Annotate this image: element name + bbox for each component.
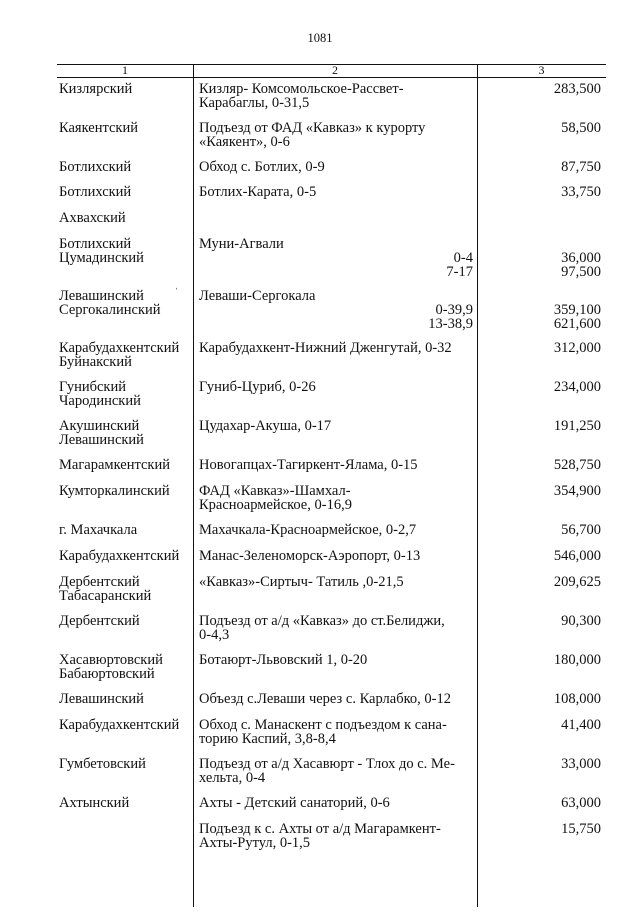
road-cell: Обход с. Манаскент с подъездом к сана- торию Каспий, 3,8-8,4 bbox=[199, 717, 447, 747]
road-cell: Подъезд от а/д Хасавюрт - Тлох до с. Ме- хельта, 0-4 bbox=[199, 756, 455, 786]
district-cell: Дербентский Табасаранский bbox=[59, 574, 152, 604]
value-cell: 528,750 bbox=[553, 457, 601, 473]
road-cell: Муни-Агвали bbox=[199, 236, 284, 252]
value-cell: 36,000 97,500 bbox=[561, 250, 601, 280]
district-cell: Левашинский Сергокалинский bbox=[59, 288, 161, 318]
value-cell: 41,400 bbox=[561, 717, 601, 733]
district-cell: Карабудахкентский Буйнакский bbox=[59, 340, 180, 370]
district-cell: Гумбетовский bbox=[59, 756, 146, 772]
road-table bbox=[57, 58, 606, 913]
value-cell: 234,000 bbox=[553, 379, 601, 395]
district-cell: Ботлихский bbox=[59, 159, 132, 175]
header-col-2: 2 bbox=[332, 63, 338, 77]
road-cell: Махачкала-Красноармейское, 0-2,7 bbox=[199, 522, 417, 538]
district-cell: Дербентский bbox=[59, 613, 140, 629]
road-cell: Карабудахкент-Нижний Дженгутай, 0-32 bbox=[199, 340, 452, 356]
value-cell: 359,100 621,600 bbox=[553, 302, 601, 332]
district-cell: г. Махачкала bbox=[59, 522, 138, 538]
value-cell: 209,625 bbox=[553, 574, 601, 590]
column-divider-left bbox=[193, 64, 194, 907]
road-cell: «Кавказ»-Сиртыч- Татиль ,0-21,5 bbox=[199, 574, 404, 590]
value-cell: 108,000 bbox=[553, 691, 601, 707]
road-cell: Цудахар-Акуша, 0-17 bbox=[199, 418, 332, 434]
district-cell: Ботлихский bbox=[59, 184, 132, 200]
road-cell: Объезд с.Леваши через с. Карлабко, 0-12 bbox=[199, 691, 451, 707]
page-number: 1081 bbox=[307, 31, 333, 45]
road-cell: Ахты - Детский санаторий, 0-6 bbox=[199, 795, 390, 811]
value-cell: 90,300 bbox=[561, 613, 601, 629]
district-cell: Ахвахский bbox=[59, 210, 126, 226]
value-cell: 191,250 bbox=[553, 418, 601, 434]
value-cell: 33,750 bbox=[561, 184, 601, 200]
district-cell: Ботлихский Цумадинский bbox=[59, 236, 144, 266]
road-cell: Манас-Зеленоморск-Аэропорт, 0-13 bbox=[199, 548, 421, 564]
district-cell: Карабудахкентский bbox=[59, 548, 180, 564]
district-cell: Кизлярский bbox=[59, 81, 133, 97]
road-cell: Подъезд от а/д «Кавказ» до ст.Белиджи, 0-4,3 bbox=[199, 613, 445, 643]
value-cell: 15,750 bbox=[561, 821, 601, 837]
district-cell: Гунибский Чародинский bbox=[59, 379, 141, 409]
district-cell: Карабудахкентский bbox=[59, 717, 180, 733]
value-cell: 312,000 bbox=[553, 340, 601, 356]
district-cell: Кумторкалинский bbox=[59, 483, 170, 499]
value-cell: 56,700 bbox=[561, 522, 601, 538]
value-cell: 180,000 bbox=[553, 652, 601, 668]
header-col-1: 1 bbox=[122, 63, 128, 77]
value-cell: 33,000 bbox=[561, 756, 601, 772]
district-cell: Ахтынский bbox=[59, 795, 130, 811]
header-col-3: 3 bbox=[538, 63, 545, 77]
km-range-cell: 0-39,9 13-38,9 bbox=[428, 302, 473, 332]
road-cell: Леваши-Сергокала bbox=[199, 288, 316, 304]
district-cell: Акушинский Левашинский bbox=[59, 418, 144, 448]
road-cell: Подъезд от ФАД «Кавказ» к курорту «Каякент», 0-6 bbox=[199, 120, 426, 150]
value-cell: 58,500 bbox=[561, 120, 601, 136]
value-cell: 354,900 bbox=[553, 483, 601, 499]
value-cell: 283,500 bbox=[553, 81, 601, 97]
district-cell: Каякентский bbox=[59, 120, 138, 136]
value-cell: 546,000 bbox=[553, 548, 601, 564]
district-cell: Левашинский bbox=[59, 691, 144, 707]
road-cell: Гуниб-Цуриб, 0-26 bbox=[199, 379, 316, 395]
road-cell: Обход с. Ботлих, 0-9 bbox=[199, 159, 325, 175]
table-header-rule bbox=[57, 77, 606, 78]
road-cell: Подъезд к с. Ахты от а/д Магарамкент- Ахты-Рутул, 0-1,5 bbox=[199, 821, 441, 851]
road-cell: Ботаюрт-Львовский 1, 0-20 bbox=[199, 652, 368, 668]
tick-mark: ˈ bbox=[175, 287, 179, 298]
road-cell: Ботлих-Карата, 0-5 bbox=[199, 184, 317, 200]
road-cell: ФАД «Кавказ»-Шамхал- Красноармейское, 0-16,9 bbox=[199, 483, 352, 513]
road-cell: Кизляр- Комсомольское-Рассвет- Карабаглы, 0-31,5 bbox=[199, 81, 404, 111]
value-cell: 87,750 bbox=[561, 159, 601, 175]
value-cell: 63,000 bbox=[561, 795, 601, 811]
road-cell: Новогапцах-Тагиркент-Ялама, 0-15 bbox=[199, 457, 418, 473]
km-range-cell: 0-4 7-17 bbox=[446, 250, 473, 280]
district-cell: Магарамкентский bbox=[59, 457, 170, 473]
district-cell: Хасавюртовский Бабаюртовский bbox=[59, 652, 163, 682]
